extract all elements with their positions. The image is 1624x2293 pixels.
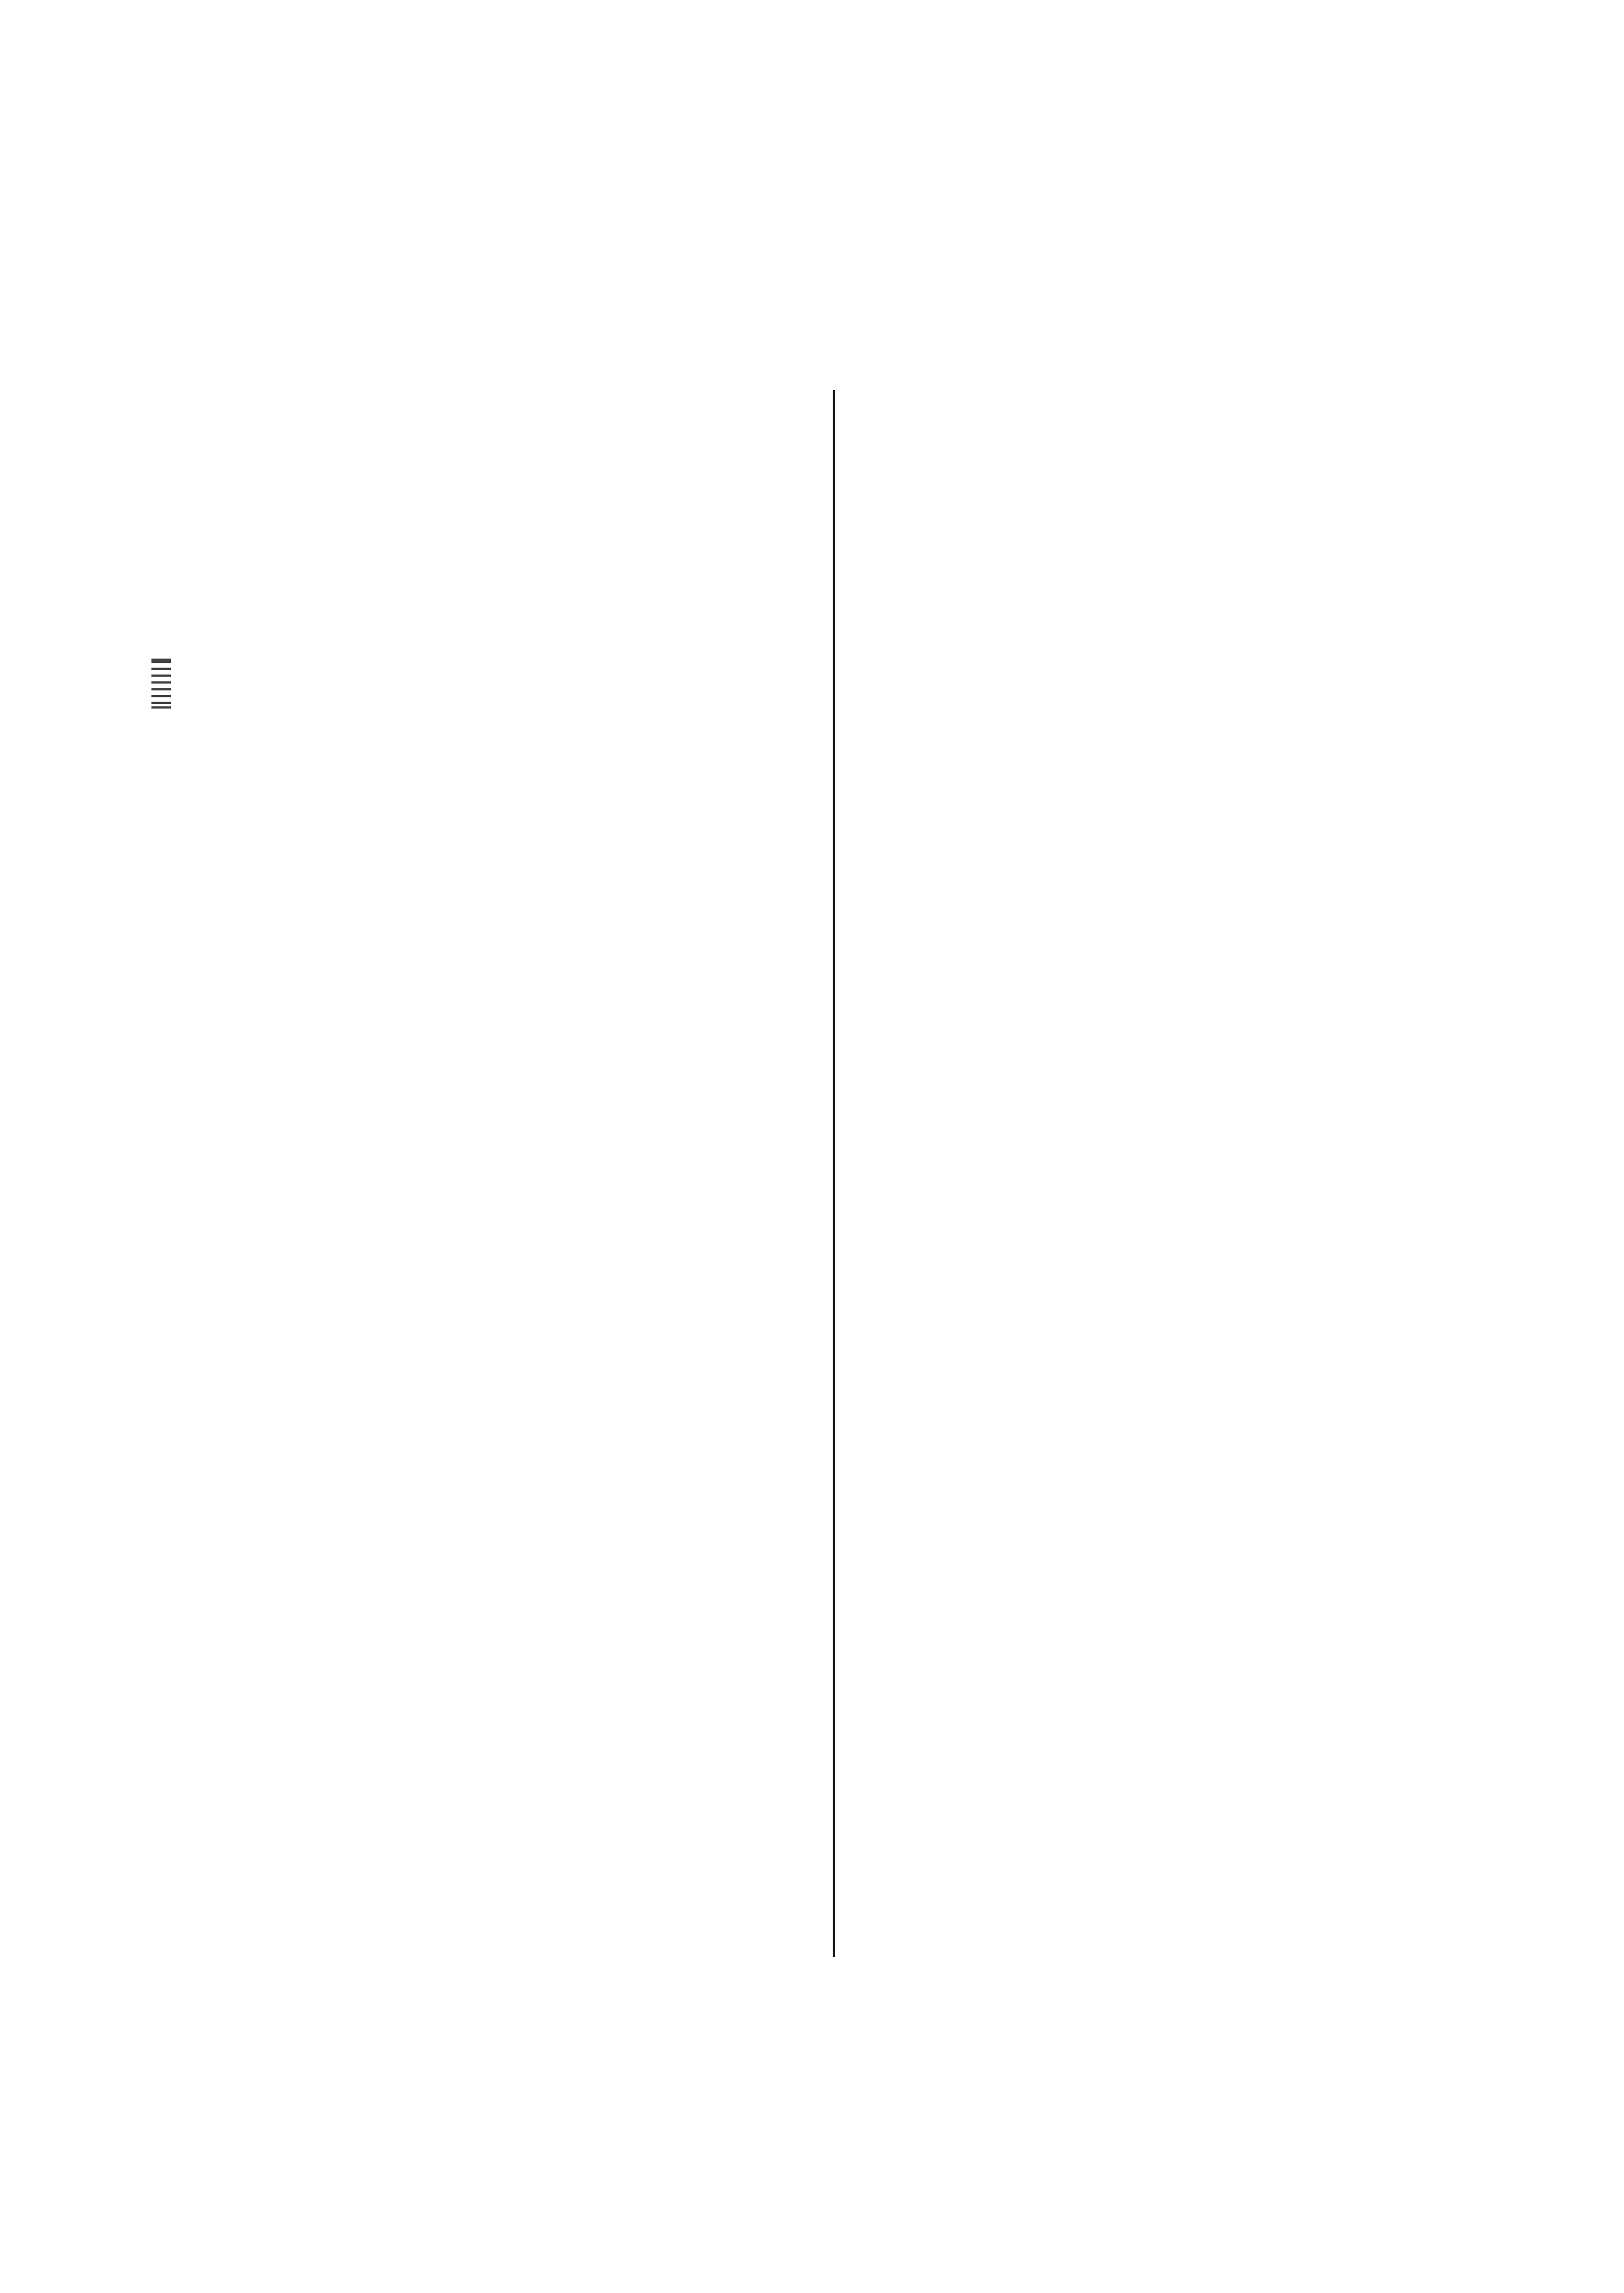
margin-mark xyxy=(151,659,171,709)
column-divider xyxy=(833,390,835,1957)
